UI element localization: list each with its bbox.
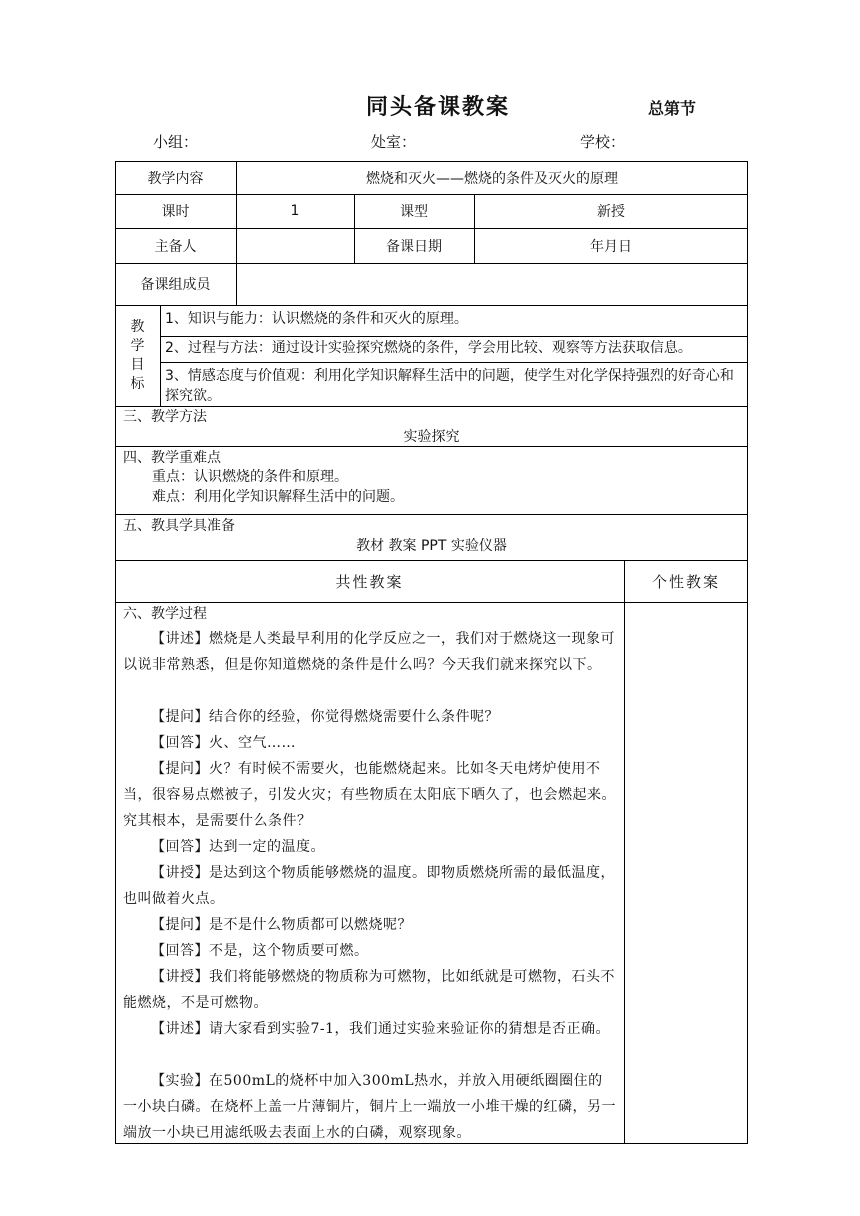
common-plan-header: 共性教案 — [335, 572, 404, 591]
school-label: 学校： — [580, 133, 626, 151]
process-heading: 六、教学过程 — [123, 606, 207, 622]
office-label: 处室： — [371, 133, 417, 151]
period-label: 课时 — [161, 204, 190, 220]
process-paragraph: 【提问】结合你的经验，你觉得燃烧需要什么条件呢？ — [151, 709, 499, 725]
type-label: 课型 — [400, 204, 428, 220]
column-divider — [624, 560, 625, 1144]
row-divider — [115, 406, 748, 407]
row-divider — [115, 514, 748, 515]
process-paragraph: 【回答】达到一定的温度。 — [151, 839, 325, 855]
process-paragraph: 【讲授】是达到这个物质能够燃烧的温度。即物质燃烧所需的最低温度，也叫做着火点。 — [123, 865, 615, 907]
key-point: 重点：认识燃烧的条件和原理。 — [152, 469, 348, 485]
type-value: 新授 — [597, 204, 625, 220]
goals-label-cell — [115, 305, 160, 406]
row-divider — [115, 602, 748, 603]
process-paragraph: 【提问】是不是什么物质都可以燃烧呢？ — [151, 917, 412, 933]
materials-value: 教材 教案 PPT 实验仪器 — [356, 538, 507, 554]
content-value: 燃烧和灭火——燃烧的条件及灭火的原理 — [366, 170, 618, 187]
row-divider — [160, 362, 748, 363]
hard-point: 难点：利用化学知识解释生活中的问题。 — [152, 489, 404, 505]
row-divider — [160, 336, 748, 337]
process-paragraph: 【讲述】燃烧是人类最早利用的化学反应之一，我们对于燃烧这一现象可以说非常熟悉，但是你知道燃烧的条件是什么吗？今天我们就来探究以下。 — [123, 631, 615, 673]
total-section-label: 总第节 — [648, 99, 697, 118]
goal-item: 3、情感态度与价值观：利用化学知识解释生活中的问题，使学生对化学保持强烈的好奇心和探究欲。 — [165, 368, 734, 404]
difficulty-heading: 四、教学重难点 — [123, 450, 221, 466]
process-paragraph: 【回答】不是，这个物质要可燃。 — [151, 943, 369, 959]
goal-item: 2、过程与方法：通过设计实验探究燃烧的条件，学会用比较、观察等方法获取信息。 — [165, 340, 692, 356]
document-title: 同头备课教案 — [366, 95, 511, 120]
goal-item: 1、知识与能力：认识燃烧的条件和灭火的原理。 — [165, 311, 468, 327]
date-label: 备课日期 — [386, 238, 442, 255]
method-value: 实验探究 — [403, 429, 460, 445]
goals-label: 教学目标 — [130, 318, 145, 392]
process-paragraph: 【提问】火？有时候不需要火，也能燃烧起来。比如冬天电烤炉使用不当，很容易点燃被子，引发火灾；有些物质在太阳底下晒久了，也会燃起来。究其根本，是需要什么条件？ — [123, 761, 616, 829]
period-value: 1 — [290, 203, 300, 219]
process-paragraph: 【讲述】请大家看到实验7-1，我们通过实验来验证你的猜想是否正确。 — [151, 1021, 611, 1037]
process-paragraph: 【讲授】我们将能够燃烧的物质称为可燃物，比如纸就是可燃物，石头不能燃烧，不是可燃物。 — [123, 969, 615, 1011]
preparer-label: 主备人 — [154, 238, 197, 255]
members-label: 备课组成员 — [140, 277, 211, 293]
column-divider — [160, 305, 161, 406]
process-paragraph: 【实验】在500mL的烧杯中加入300mL热水，并放入用硬纸圈圈住的一小块白磷。在烧杯上盖一片薄铜片，铜片上一端放一小堆干燥的红磷，另一端放一小块已用滤纸吸去表面上水的白磷，观察现象。 — [123, 1073, 616, 1141]
preparer-value — [236, 228, 354, 263]
members-value — [236, 263, 748, 305]
process-paragraph: 【回答】火、空气…… — [151, 735, 296, 751]
personal-plan-header: 个性教案 — [651, 572, 720, 591]
materials-heading: 五、教具学具准备 — [123, 518, 235, 534]
date-value: 年月日 — [590, 238, 632, 255]
row-divider — [115, 305, 748, 306]
group-label: 小组： — [153, 133, 199, 151]
content-label: 教学内容 — [147, 170, 204, 187]
method-heading: 三、教学方法 — [123, 409, 207, 425]
